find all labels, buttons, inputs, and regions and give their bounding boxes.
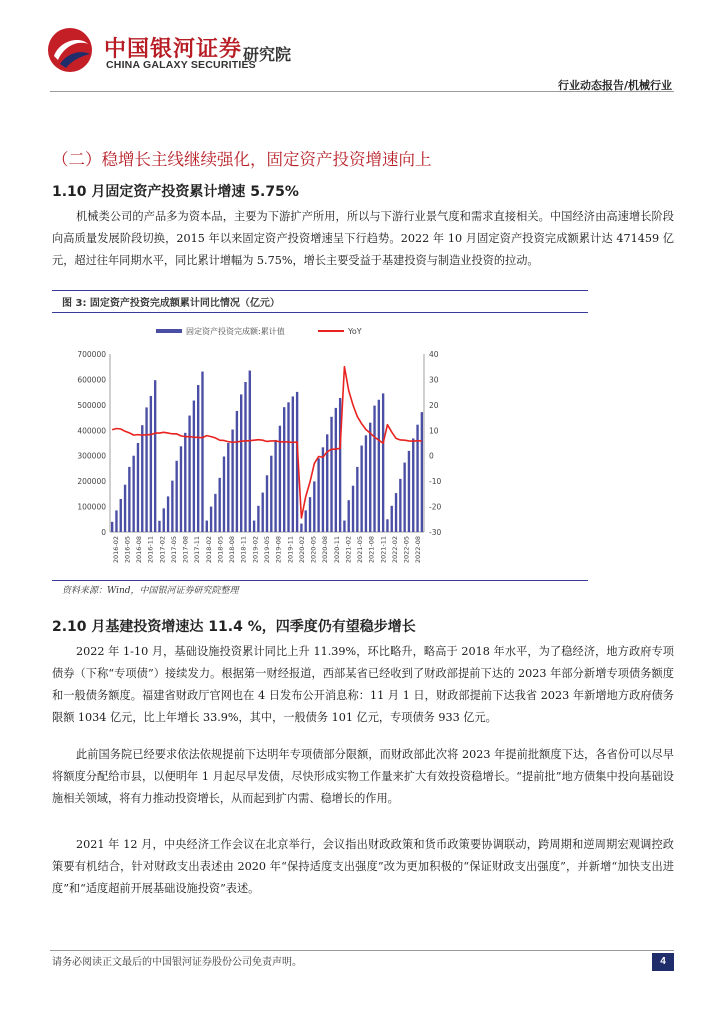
figure-source: 资料来源：Wind，中国银河证券研究院整理 (62, 586, 239, 596)
bar (120, 499, 122, 532)
y-left-tick-label: 300000 (77, 451, 106, 461)
bar (317, 458, 319, 532)
x-tick-label: 2019-11 (286, 536, 295, 564)
page-number: 4 (652, 953, 674, 971)
figure-title-rule (52, 312, 588, 313)
x-tick-label: 2017-05 (169, 536, 178, 564)
bar (201, 372, 203, 532)
bar (348, 500, 350, 532)
bar (326, 434, 328, 532)
x-tick-label: 2018-08 (228, 536, 237, 564)
figure-title: 图 3: 固定资产投资完成额累计同比情况（亿元） (62, 298, 280, 309)
sub-heading-fai-growth: 1.10 月固定资产投资累计增速 5.75% (52, 184, 299, 200)
x-tick-label: 2022-08 (414, 536, 423, 564)
bar (335, 408, 337, 532)
bar (163, 508, 165, 532)
bar (292, 396, 294, 532)
bar (236, 411, 238, 532)
bar (352, 486, 354, 532)
bar (210, 507, 212, 532)
bar (270, 456, 272, 532)
bar (421, 412, 423, 532)
bar (365, 435, 367, 532)
bar (223, 456, 225, 532)
bar (184, 433, 186, 532)
x-tick-label: 2017-02 (158, 536, 167, 564)
footer-divider (50, 950, 674, 951)
bar (180, 446, 182, 532)
figure-bottom-rule (52, 580, 588, 581)
bar (287, 402, 289, 532)
x-tick-label: 2021-08 (367, 536, 376, 564)
bar (391, 506, 393, 532)
bar (249, 371, 251, 532)
y-right-tick-label: 20 (429, 400, 439, 410)
x-tick-label: 2022-02 (390, 536, 399, 564)
bar (412, 438, 414, 532)
report-type-label: 行业动态报告/机械行业 (557, 79, 672, 92)
x-tick-label: 2020-11 (332, 536, 341, 564)
x-tick-label: 2019-02 (251, 536, 260, 564)
x-tick-label: 2019-05 (263, 536, 271, 564)
bar (171, 481, 173, 532)
bar (128, 467, 130, 532)
paragraph-infra-3 (52, 834, 674, 900)
bar (214, 494, 216, 532)
paragraph-infra-1 (52, 641, 674, 729)
paragraph-text: 此前国务院已经要求依法依规提前下达明年专项债部分限额，而财政部此次将 2023 年提前批额度下达，各省份可以尽早将额度分配给市县，以便明年 1 月起尽早发债，尽快形成实物工作量来扩大有效投资稳增长。“提前批”地方债集中投向基础设施相关领域，将有力推动投资增长，从而起到扩内需、稳增长的作用。 (52, 748, 674, 805)
sub-heading-infra-investment: 2.10 月基建投资增速达 11.4 %，四季度仍有望稳步增长 (52, 619, 416, 635)
paragraph-fai-intro (52, 206, 674, 272)
figure-top-rule (52, 290, 588, 291)
footer-disclaimer: 请务必阅读正文最后的中国银河证券股份公司免责声明。 (52, 957, 302, 968)
bar (132, 456, 134, 532)
bar (124, 485, 126, 532)
bar (395, 493, 397, 532)
bar (356, 467, 358, 532)
bar (305, 510, 307, 532)
y-left-tick-label: 700000 (77, 350, 106, 359)
bar (141, 425, 143, 532)
paragraph-text: 2022 年 1-10 月，基础设施投资累计同比上升 11.39%，环比略升，略高于 2018 年水平，为了稳经济，地方政府专项债券（下称“专项债”）接续发力。根据第一财经报道，西部某省已经收到了财政部提前下达的 2023 年部分新增专项债务额度和一般债务额度。福建省财政厅官网也在 4 日发布公开消息称：11 月 1 日，财政部提前下达我省 2023 年新增地方政府债务限额 1034 亿元，比上年增长 33.9%，其中，一般债务 101 亿元，专项债务 933 亿元。 (52, 645, 674, 724)
x-tick-label: 2016-02 (111, 536, 120, 564)
bar (386, 519, 388, 532)
bar (231, 430, 233, 532)
legend-swatch-bar (156, 329, 182, 333)
galaxy-logo-icon (46, 26, 94, 74)
y-right-tick-label: 0 (429, 451, 434, 461)
bar (197, 385, 199, 532)
bar (167, 496, 169, 532)
bar (408, 451, 410, 532)
x-tick-label: 2017-11 (193, 536, 202, 564)
logo-chinese-name: 中国银河证券 (104, 37, 243, 62)
bar (274, 440, 276, 532)
bar (399, 479, 401, 532)
bar (188, 416, 190, 532)
bar (403, 463, 405, 532)
bar (206, 521, 208, 532)
y-right-tick-label: 30 (429, 375, 439, 385)
x-tick-label: 2021-05 (356, 536, 365, 564)
bar (111, 522, 113, 532)
logo-english-name: CHINA GALAXY SECURITIES (106, 59, 256, 71)
bar (150, 396, 152, 532)
section-heading: （二）稳增长主线继续强化，固定资产投资增速向上 (52, 150, 432, 169)
x-tick-label: 2018-05 (216, 536, 225, 564)
y-left-tick-label: 600000 (77, 375, 106, 385)
legend-label-yoy: YoY (348, 327, 362, 336)
bar (330, 417, 332, 532)
bar (253, 521, 255, 532)
y-right-tick-label: 10 (429, 426, 439, 436)
bar (193, 401, 195, 532)
x-tick-label: 2016-11 (146, 536, 155, 564)
x-tick-label: 2018-02 (204, 536, 213, 564)
paragraph-infra-2 (52, 744, 674, 810)
bar (175, 461, 177, 532)
bar (137, 443, 139, 532)
x-tick-label: 2016-08 (135, 536, 144, 564)
bar (240, 394, 242, 532)
bar (343, 521, 345, 532)
bar (227, 443, 229, 532)
y-left-tick-label: 200000 (77, 477, 106, 487)
y-right-tick-label: -30 (429, 528, 442, 537)
bar (322, 447, 324, 532)
y-left-tick-label: 400000 (77, 426, 106, 436)
institute-name: 研究院 (243, 45, 292, 64)
paragraph-text: 2021 年 12 月，中央经济工作会议在北京举行，会议指出财政政策和货币政策要协调联动，跨周期和逆周期宏观调控政策要有机结合，针对财政支出表述由 2020 年“保持适度支出强度”改为更加积极的“保证财政支出强度”，并新增“加快支出进度”和“适度超前开展基础设施投资”表述。 (52, 838, 674, 895)
bar (360, 446, 362, 532)
bar (262, 493, 264, 532)
x-tick-label: 2017-08 (181, 536, 190, 564)
bar (283, 407, 285, 532)
y-right-tick-label: -20 (429, 502, 442, 512)
bar (382, 393, 384, 532)
bar (373, 406, 375, 532)
bar (266, 475, 268, 532)
bar (313, 481, 315, 532)
bar (300, 524, 302, 532)
paragraph-text: 机械类公司的产品多为资本品，主要为下游扩产所用，所以与下游行业景气度和需求直接相关。中国经济由高速增长阶段向高质量发展阶段切换，2015 年以来固定资产投资增速呈下行趋势。2022 年 10 月固定资产投资完成额累计达 471459 亿元，超过往年同期水平，同比累计增幅为 5.75%，增长主要受益于基建投资与制造业投资的拉动。 (52, 210, 674, 267)
y-left-tick-label: 500000 (77, 400, 106, 410)
bar (369, 423, 371, 532)
bar (115, 510, 117, 532)
y-left-tick-label: 0 (101, 528, 106, 537)
fai-chart (60, 318, 460, 580)
y-right-tick-label: -10 (429, 477, 442, 487)
legend-label-bar: 固定资产投资完成额:累计值 (186, 327, 285, 336)
x-tick-label: 2020-08 (321, 536, 330, 564)
x-tick-label: 2019-08 (274, 536, 283, 564)
y-right-tick-label: 40 (429, 350, 439, 359)
header-divider (50, 91, 674, 92)
x-tick-label: 2020-05 (309, 536, 318, 564)
bar (154, 380, 156, 532)
bar (145, 407, 147, 532)
x-tick-label: 2018-11 (239, 536, 248, 564)
x-tick-label: 2021-02 (344, 536, 353, 564)
bar (257, 506, 259, 532)
x-tick-label: 2020-02 (297, 536, 306, 564)
bar (378, 400, 380, 532)
chart-legend (156, 326, 362, 336)
x-tick-label: 2021-11 (379, 536, 388, 564)
bar (158, 521, 160, 532)
bar (309, 497, 311, 532)
x-tick-label: 2022-05 (402, 536, 411, 564)
bar (219, 478, 221, 532)
x-tick-label: 2016-05 (123, 536, 132, 564)
y-left-tick-label: 100000 (77, 502, 106, 512)
bar (244, 382, 246, 532)
